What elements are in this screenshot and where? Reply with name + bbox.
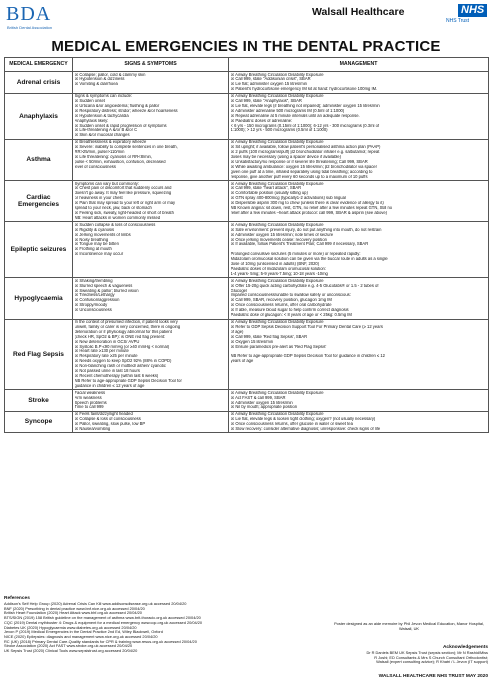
management-line: ☒ Dispersible aspirin 300 mg to chew (unless there is clear evidence of allergy to it) [230, 201, 384, 206]
management-line: Midazolam oromucosal solution can be given via the buccal route in adults as a single [230, 257, 388, 262]
signs-cell [73, 222, 229, 278]
sign-line: ☒ Life threatening: cyanosis or RR<8/min, [74, 155, 152, 159]
signs-cell [73, 390, 229, 412]
sign-line: ☒ Hypotension & dizziness [74, 77, 125, 82]
management-line: years of age [230, 359, 254, 364]
management-line: Impaired consciousness/unable to swallow safely or unconscious: [230, 293, 351, 298]
table-row [5, 390, 489, 412]
management-line: response, give another puff every 60 seconds up to a maximum of 10 puffs [230, 174, 368, 179]
management-line: ☒ Airway Breathing Circulation Disability Exposure [230, 412, 324, 417]
sign-line: unwell, family or carer is very concerned, there is ongoing [74, 324, 181, 329]
sign-line: ☒ Tiredness/Lethargy [74, 293, 115, 298]
management-line: < 6 yrs - 150 micrograms (0.15ml of 1:1000); 6-12 yrs - 300 micrograms (0.3ml of [230, 123, 380, 128]
management-line: ☒ Call 999, state 'Red flag Sepsis', SBAR [230, 334, 308, 339]
reference-item: Stroke Association (2020) Act FAST www.stroke.org.uk accessed 20/04/20 [4, 644, 133, 649]
acknowledgements [330, 645, 488, 665]
management-line: ☒ 2 puffs (100 micrograms/puff) β2 bronchodilator inhaler e.g. salbutamol; repeat [230, 150, 380, 155]
management-line: 1:1000); > 12 yrs - 500 micrograms (0.5ml of 1:1000) [230, 128, 328, 133]
management-line: ☒ Airway Breathing Circulation Disability Exposure [230, 181, 324, 186]
emergency-name: Syncope [5, 411, 73, 433]
bda-logo: BDA [6, 3, 52, 25]
emergency-name: Red Flag Sepsis [5, 319, 73, 390]
sign-line: ☒ Not passed urine in last 18 hours [74, 369, 140, 374]
management-line: doses may be necessary (using a spacer device if available) [230, 155, 341, 159]
management-line: ☒ Once consciousness returns, offer glucose in water or sweet tea [230, 422, 353, 427]
management-line: ☒ Call 999, state "Addisonian crisis", SBAR [230, 77, 311, 82]
management-line: ☒ Repeat adrenaline at 5 minute intervals until an adequate response. [230, 113, 360, 118]
signs-cell [73, 278, 229, 319]
sign-line: Anaphylaxis likely: [74, 118, 109, 123]
signs-cell [73, 72, 229, 94]
management-line: NB Known angina: sit down, rest, GTN, no relief after a few minutes repeat GTN, Still no [230, 206, 393, 211]
sign-line: ☒ Stroppy/moody [74, 303, 108, 308]
management-line: ☒ If able, measure blood sugar to help confirm correct diagnosis [230, 308, 349, 313]
sign-line: ☒ Frothing at mouth [74, 247, 112, 252]
sign-line: ☒ Tongue may be bitten [74, 242, 119, 247]
management-line: ☒ Call 999, state "Anaphylaxis", SBAR [230, 99, 302, 104]
management-line: ☒ Offer 15-20g quick acting carbohydrate e.g. 4-5 Glucotabs® or 1.5 - 2 tubes of [230, 283, 379, 288]
references-heading: References [4, 596, 30, 601]
sign-line: level of consciousness [74, 164, 116, 169]
acknowledgement-line: Dr R Daniels BEM UK Sepsis Trust (sepsis section); Mr N Rashid/Miss [366, 650, 488, 655]
management-line: ☒ Airway Breathing Circulation Disability Exposure [230, 278, 324, 283]
acknowledgements-list [330, 651, 488, 665]
sign-line: ☒ Sudden onset [74, 99, 105, 104]
sign-line: Arm weakness [74, 395, 102, 400]
table-body [5, 72, 489, 433]
sign-line: or heaviness in your chest [74, 196, 123, 201]
management-line: ☒ Comfortable position (usually sitting up) [230, 191, 308, 196]
signs-cell [73, 139, 229, 180]
emergency-name: Cardiac Emergencies [5, 181, 73, 222]
acknowledgement-line: R Joshi; ED Consultants & Mrs S Church Consultant Orthodontist; [374, 654, 488, 660]
management-line: ☒ Airway Breathing Circulation Disability Exposure [230, 320, 324, 324]
management-cell [229, 181, 489, 222]
sign-line: (check HR, SpO2 & BP): is ONE red flag present: [74, 334, 166, 339]
sign-line: ☒ Severe: inability to complete sentences in one breath, [74, 145, 178, 150]
reference-item: Addison's Self Help Group (2020) Adrenal Crisis Can Kill www.addisonsdisease.org.uk accessed 20/04/20 [4, 602, 187, 606]
management-line: ☒ Call 999, state "heart attack", SBAR [230, 186, 302, 191]
management-line: ☒ Airway Breathing Circulation Disability Exposure [230, 140, 324, 145]
table-row [5, 93, 489, 139]
footer-brand: WALSALL HEALTHCARE NHS TRUST MAY 2020 [378, 674, 488, 679]
sign-line: NB: Heart attacks in women commonly missed [74, 215, 161, 220]
management-line: ☒ Once jerking movements cease: recovery position [230, 237, 327, 242]
management-line: ☒ Oxygen 15 litres/min [230, 339, 274, 344]
management-line: given one puff at a time, inhaled separately using tidal breathing; according to [230, 169, 373, 174]
management-line: ☒ Safe environment: prevent injury, do not put anything into mouth, do not restrain [230, 227, 382, 232]
page-title: MEDICAL EMERGENCIES IN THE DENTAL PRACTICE [51, 38, 441, 55]
emergency-name: Epileptic seizures [5, 222, 73, 278]
reference-item: Jevon P (2019) Medical Emergencies in the Dental Practice 2nd Ed, Wiley Blackwell, Oxford [4, 630, 163, 635]
bda-logo-subtitle: British Dental Association [7, 25, 53, 30]
emergency-name: Stroke [5, 390, 73, 412]
management-line: ☒ Airway Breathing Circulation Disability Exposure [230, 390, 324, 395]
poster-credit: Poster designed as an aide memoire by Phil Jevon Medical Education, Manor Hospital, Walsall, UK [334, 621, 484, 631]
management-line: ☒ Administer oxygen 15 litres/min [230, 400, 293, 405]
management-line: of age) [230, 329, 244, 334]
management-line: ☒ While awaiting ambulance: oxygen 15 litres/min; β2 bronchodilator via spacer [230, 164, 377, 169]
management-line: ☒ Airway Breathing Circulation Disability Exposure [230, 94, 324, 99]
organisation-name: Walsall Healthcare [312, 6, 405, 18]
management-cell [229, 390, 489, 412]
emergency-name: Asthma [5, 139, 73, 180]
management-line: Prolonged convulsive seizures (5 minutes or more) or repeated rapidly: [230, 252, 361, 257]
sign-line: ☒ Sweating & pallor; blurred vision [74, 288, 139, 293]
trust-label: NHS Trust [446, 18, 470, 24]
management-line: ☒ Slow recovery: consider alternative diagnosis; unresponsive: check signs of life [230, 427, 381, 432]
sign-line: ☒ Noisy breathing [74, 237, 109, 242]
reference-item: CQC (2019) Dental mythbuster 4: Drugs & equipment for a medical emergency www.cqc.org.uk accessed 20/04/20 [4, 620, 203, 625]
management-line: Paediatric dose of glucagon: < 8 years of age or < 25kg: 0.5mg IM [230, 313, 352, 318]
management-line: ☒ Once consciousness returns, offer oral carbohydrate [230, 303, 332, 308]
references-list [4, 602, 304, 654]
sign-line: ☒ Pallor, sweating, slow pulse, low BP [74, 422, 146, 427]
sign-line: spread to your neck, jaw, back or stomach [74, 206, 152, 211]
management-line: ☒ Lie flat, elevate legs (if breathing not impaired); administer oxygen 15 litres/min [230, 103, 380, 108]
management-line: ☒ Call 999, SBAR, recovery position, glucagon 1mg IM [230, 298, 332, 303]
management-line: ☒ Airway Breathing Circulation Disability Exposure [230, 222, 324, 227]
management-line: ☒ Refer to GDP Sepsis Decision Support Tool For Primary Dental Care (≥ 12 years [230, 324, 383, 329]
reference-item: RC (UK) (2018) Primary Dental Care-Quality standards for CPR & training www.resus.org.uk accessed 20/04/20 [4, 639, 197, 644]
sign-line: ☒ Vomiting & diarrhoea [74, 82, 118, 87]
sign-line: ☒ Feels faint/dizzy/light headed [74, 412, 133, 417]
sign-line: ☒ Collapse & loss of consciousness [74, 417, 141, 422]
sign-line: ☒ Collapse; pallor, cold & clammy skin [74, 72, 146, 77]
management-line: ☒ Nil by mouth; appropriate position [230, 405, 298, 410]
sign-line: ☒ Respiratory rate ≥25 per minute [74, 354, 138, 359]
signs-cell [73, 93, 229, 139]
emergency-table [4, 57, 489, 433]
management-line: ☒ Administer adrenaline 500 micrograms IM (0.5ml of 1:1000) [230, 108, 345, 113]
management-line: ☒ GTN spray 400-800mcg (typically1-2 activations) sub lingual [230, 196, 346, 201]
management-line: ☒ Unsatisfactory/no response or if severe/ life threatening; Call 999, SBAR [230, 159, 368, 164]
sign-line: ☒ New deterioration in GCS/ AVPU [74, 339, 140, 344]
sign-line: ☒ Systolic B.P ≤90 mmHg (or ≥40 mmHg < normal) [74, 344, 170, 349]
signs-cell [73, 319, 229, 390]
sign-line: Symptoms can vary but commonly: [74, 181, 139, 186]
references [4, 596, 304, 654]
management-line: 1-4 years- 5mg; 5-9 years-7.5mg; 10-18 years -10mg [230, 271, 328, 276]
header [0, 0, 492, 36]
sign-line: ☒ Feeling sick, sweaty, light-headed or short of breath [74, 210, 174, 215]
sign-line: ☒ Breathlessness & expiratory wheeze [74, 140, 147, 145]
table-row [5, 181, 489, 222]
management-line: ☒ Airway Breathing Circulation Disability Exposure [230, 72, 324, 77]
sign-line: Signs & symptoms can include: [74, 94, 133, 99]
sign-line: ☒ Sudden collapse & loss of consciousness [74, 222, 156, 227]
management-line: relief after a few minutes –heart attack protocol: call 999, SBAR & aspirin (see above) [230, 210, 388, 215]
table-row [5, 411, 489, 433]
nhs-logo: NHS [458, 4, 487, 17]
sign-line: Time to call 999 [74, 405, 104, 410]
management-cell [229, 222, 489, 278]
management-cell [229, 72, 489, 94]
emergency-name: Hypoglycaemia [5, 278, 73, 319]
management-line: ☒ Act FAST & call 999, SBAR [230, 395, 286, 400]
reference-item: British Heart Foundation (2020) Heart Attack www.bhf.org.uk accessed 20/04/20 [4, 611, 142, 616]
sign-line: ☒ Shaking/trembling [74, 278, 113, 283]
reference-item: NICE (2020) Epilepsies: diagnosis and management www.nice.org.uk accessed 20/04/20 [4, 634, 158, 639]
management-line: Glucogel [230, 288, 247, 293]
management-line: NB Refer to age-appropriate GDP Sepsis Decision Tool for guidance in children ≤ 12 [230, 354, 385, 359]
signs-cell [73, 411, 229, 433]
management-line: ☒ Lie flat; administer oxygen 15 litres/min [230, 82, 307, 87]
sign-line: pulse < 50/min, exhaustion, confusion, decreased [74, 159, 166, 164]
sign-line: ☒ Sudden onset & rapid progression of symptoms [74, 123, 167, 128]
sign-line: doesn't go away. It may feel like pressure, squeezing [74, 191, 172, 196]
management-line: ☒ Administer oxygen 15 litres/min; note times of seizure [230, 232, 334, 237]
sign-line: ☒ Non-blanching rash or mottled/ ashen/ cyanotic [74, 364, 166, 369]
sign-line: ☒ Confusion/aggression [74, 298, 120, 303]
sign-line: ☒ Unconsciousness [74, 308, 112, 313]
sign-line: guidance in children ≤ 12 years of age [74, 383, 145, 388]
management-line: ☒ Paediatric doses of adrenaline: [230, 118, 293, 123]
acknowledgements-heading: Acknowledgements [442, 645, 488, 650]
reference-item: BNF (2020) Prescribing in dental practice www.bnf.nice.org.uk accessed 20/04/20 [4, 606, 145, 611]
acknowledgement-line: Walsall (expert consulting advice); R Khatri / L Jevon (IT support) [376, 659, 488, 665]
sign-line: ☒ Skin &/or mucosal changes [74, 133, 130, 138]
table-row [5, 72, 489, 94]
sign-line: ☒ Incontinence may occur [74, 252, 124, 257]
management-line: ☒ Patient's hydrocortisone emergency IM kit at hand: hydrocortisone 100mg IM. [230, 87, 378, 92]
management-cell [229, 278, 489, 319]
management-cell [229, 319, 489, 390]
sign-line: ☒ Rigidity & cyanosis [74, 227, 115, 232]
sign-line: ☒ Life-threatening A &/or B &/or C [74, 128, 138, 133]
emergency-name: Anaphylaxis [5, 93, 73, 139]
management-line: ☒ If available, follow Patient's Treatment Plan; Call 999 if necessary, SBAR [230, 242, 369, 247]
sign-line: NB Refer to age-appropriate GDP Sepsis Decision Tool for [74, 378, 182, 383]
management-cell [229, 411, 489, 433]
table-row [5, 319, 489, 390]
sign-line: ☒ Chest pain or discomfort that suddenly occurs and [74, 186, 172, 191]
table-row [5, 222, 489, 278]
sign-line: ☒ Jerking movements of limbs [74, 232, 131, 237]
management-line: ☒ Sit upright; if available, follow patient's personalised asthma action plan (PAAP) [230, 145, 381, 150]
column-header-signs: SIGNS & SYMPTOMS [73, 58, 229, 72]
sign-line: ☒ Heart rate ≥130 per minute [74, 349, 129, 354]
management-line: dose of 10mg (unlicensed in adults) (BNF, 2020) [230, 262, 320, 267]
sign-line: ☒ Urticaria &/or angioedema; flushing & pallor [74, 103, 160, 108]
sign-line: ☒ Hypotension & tachycardia [74, 113, 129, 118]
reference-item: UK Sepsis Trust (2020) Clinical Tools www.sepsistrust.org accessed 20/04/20 [4, 649, 138, 654]
sign-line: In the context of presumed infection, if patient looks very [74, 320, 178, 324]
signs-cell [73, 181, 229, 222]
management-line: Paediatric doses of midazolam oromucosal solution: [230, 266, 327, 271]
column-header-management: MANAGEMENT [229, 58, 489, 72]
management-line: ☒ Lie flat, elevate legs & loosen tight clothing; oxygen? (not usually necessary) [230, 417, 376, 422]
sign-line: RR>25/min, pulse>110/min [74, 150, 125, 155]
sign-line: Facial weakness [74, 390, 106, 395]
table-row [5, 139, 489, 180]
column-header-emergency: MEDICAL EMERGENCY [5, 58, 73, 72]
emergency-name: Adrenal crisis [5, 72, 73, 94]
sign-line: ☒ Needs oxygen to keep SpO2 92% (88% in COPD) [74, 359, 172, 364]
sign-line: Speech problems [74, 400, 107, 405]
reference-item: Diabetes UK (2020) Hypoglycaemia www.diabetes.org.uk accessed 20/04/20 [4, 625, 137, 630]
sign-line: deterioration or if physiology abnormal for this patient [74, 329, 172, 334]
sign-line: ☒ Pain that may spread to your left or right arm or may [74, 201, 176, 206]
management-line: ☒ Ensure paramedics pre-alert as 'Red Flag Sepsis' [230, 344, 327, 349]
sign-line: ☒ Slurred speech & vagueness [74, 283, 133, 288]
sign-line: ☒ Respiratory distress; stridor; wheeze &/or hoarseness [74, 108, 178, 113]
sign-line: ☒ Nausea/vomiting [74, 427, 111, 432]
table-row [5, 278, 489, 319]
reference-item: BTS/SIGN (2019) 158 British guideline on the management of asthma www.brit-thoracic.org.uk accessed 20/04/20 [4, 616, 201, 621]
management-cell [229, 139, 489, 180]
management-cell [229, 93, 489, 139]
sign-line: ☒ Recent chemotherapy (within last 6 weeks) [74, 373, 159, 378]
